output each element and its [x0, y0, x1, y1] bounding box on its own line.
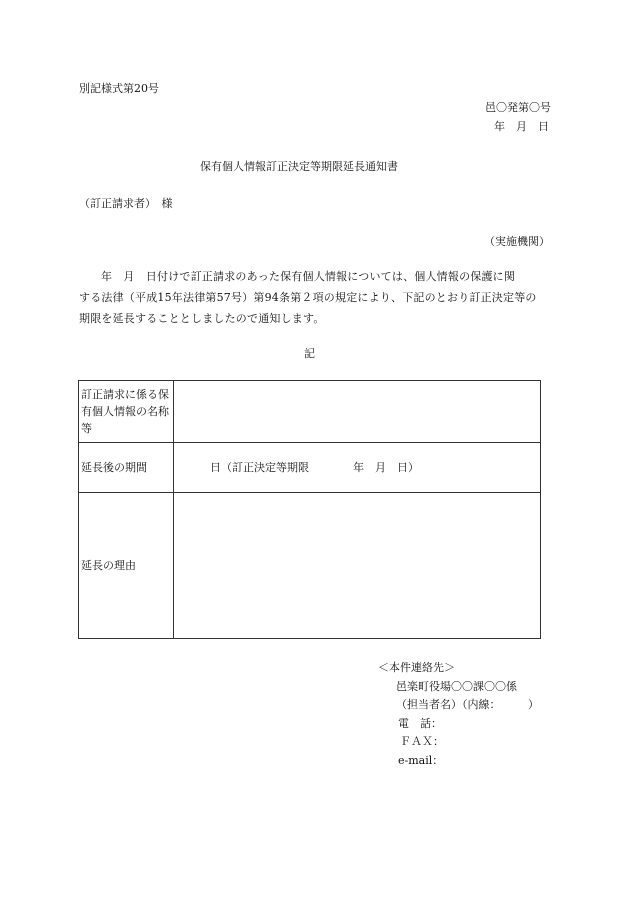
issue-date: 年 月 日 — [494, 120, 549, 133]
contact-block — [378, 659, 539, 770]
contact-fax: ＦＡＸ： — [400, 735, 444, 748]
form-number: 別記様式第20号 — [79, 82, 159, 95]
table-row — [79, 493, 541, 639]
ki-heading: 記 — [304, 347, 315, 360]
table-row — [79, 381, 541, 443]
contact-email: e-mail： — [398, 753, 444, 767]
extension-reason-value — [174, 493, 541, 639]
details-table — [78, 380, 541, 639]
body-line: する法律（平成15年法律第57号）第94条第２項の規定により、下記のとおり訂正決定等の — [79, 291, 537, 304]
extended-period-value: 日（訂正決定等期限 年 月 日） — [174, 443, 541, 493]
document-number: 邑〇発第〇号 — [485, 101, 551, 114]
contact-header: ＜本件連絡先＞ — [378, 661, 455, 674]
info-name-value — [174, 381, 541, 443]
info-name-label: 訂正請求に係る保 有個人情報の名称 等 — [79, 381, 174, 443]
document-title: 保有個人情報訂正決定等期限延長通知書 — [200, 160, 398, 173]
contact-office: 邑楽町役場〇〇課〇〇係 — [396, 679, 517, 693]
contact-person: （担当者名）（内線： ） — [396, 698, 539, 711]
extended-period-label: 延長後の期間 — [79, 443, 174, 493]
table-row — [79, 443, 541, 493]
extension-reason-label: 延長の理由 — [79, 493, 174, 639]
notice-body — [79, 266, 549, 329]
recipient: （訂正請求者） 様 — [79, 197, 173, 210]
body-line: 期限を延長することとしましたので通知します。 — [79, 312, 325, 325]
body-line: 年 月 日付けで訂正請求のあった保有個人情報については、個人情報の保護に関 — [101, 270, 516, 283]
issuing-agency: （実施機関） — [484, 235, 550, 248]
contact-tel: 電 話： — [398, 716, 442, 730]
